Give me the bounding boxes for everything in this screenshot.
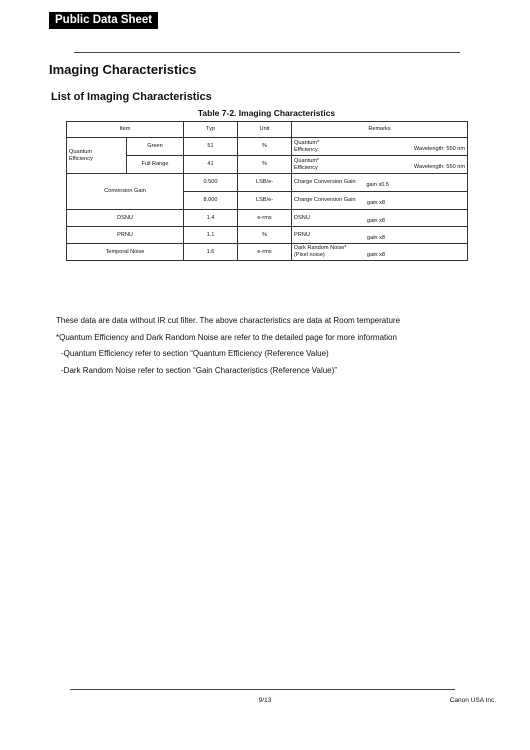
section-title: Imaging Characteristics [49,62,197,77]
header-unit: Unit [238,122,292,138]
dsnu-item: DSNU [67,210,184,227]
remark-gain: gain x8 [366,200,386,206]
qe-green-unit: % [238,138,292,156]
dsnu-typ: 1.4 [184,210,238,227]
qe-full-label: Full Range [127,156,184,174]
remark-gain: gain x8 [366,235,386,241]
qe-full-typ: 41 [184,156,238,174]
remark-gain: gain x8 [366,218,386,224]
note-line: -Quantum Efficiency refer to section “Quantum Efficiency (Reference Value) [61,349,329,358]
prnu-item: PRNU [67,227,184,244]
remark-line1: DSNU [294,214,310,221]
temporal-noise-unit: e-rms [238,244,292,261]
temporal-noise-typ: 1.6 [184,244,238,261]
qe-item-label: Quantum Efficiency [69,148,93,162]
qe-green-label: Green [127,138,184,156]
qe-full-remarks [292,156,468,174]
remark-gain: gain x0.5 [366,182,390,188]
remark-wavelength: Wavelength: 550 nm [413,164,466,170]
table-row-temporal-noise [67,244,468,261]
dsnu-unit: e-rms [238,210,292,227]
page-number: 9/13 [258,697,272,704]
dsnu-remarks [292,210,468,227]
header-divider [74,52,460,53]
qe-green-remarks [292,138,468,156]
subsection-title: List of Imaging Characteristics [51,91,212,103]
prnu-remarks [292,227,468,244]
remark-line1: PRNU [294,231,310,238]
remark-line1: Quantum* [294,157,320,164]
remark-line2: Efficiency [294,146,318,153]
remark-wavelength: Wavelength: 550 nm [413,146,466,152]
header-typ: Typ [184,122,238,138]
note-line: -Dark Random Noise refer to section “Gain Characteristics (Reference Value)” [61,365,337,375]
footer-divider [70,689,455,690]
prnu-typ: 1.1 [184,227,238,244]
temporal-noise-remarks [292,244,468,261]
company-name: Canon USA Inc. [449,697,496,704]
table-header-row [67,122,468,138]
conv-gain-remarks-1 [292,174,468,192]
table-row-conv-gain-1 [67,174,468,192]
note-line: These data are data without IR cut filter. The above characteristics are data at Room temperature [56,316,401,325]
remark-line2: (Pixel noise) [294,252,325,258]
conv-gain-remarks-2 [292,192,468,210]
document-type-badge: Public Data Sheet [49,12,158,29]
temporal-noise-item: Temporal Noise [67,244,184,261]
table-row-prnu [67,227,468,244]
conv-gain-unit-2: LSB/e- [238,192,292,210]
prnu-unit: % [238,227,292,244]
imaging-characteristics-table [66,121,468,261]
qe-item-cell [67,138,127,174]
remark-line1: Dark Random Noise* [294,245,347,251]
conv-gain-typ-2: 8.000 [184,192,238,210]
qe-green-typ: 51 [184,138,238,156]
table-row-dsnu [67,210,468,227]
table-row-qe-green [67,138,468,156]
table-row-qe-full [67,156,468,174]
remark-line2: Efficiency [294,164,318,171]
notes-block [56,313,400,379]
header-item: Item [67,122,184,138]
remark-line1: Quantum* [294,139,320,146]
conv-gain-item: Conversion Gain [67,174,184,210]
conv-gain-unit-1: LSB/e- [238,174,292,192]
header-remarks: Remarks [292,122,468,138]
remark-line1: Charge Conversion Gain [294,197,356,203]
conv-gain-typ-1: 0.500 [184,174,238,192]
qe-full-unit: % [238,156,292,174]
remark-line1: Charge Conversion Gain [294,179,356,185]
remark-gain: gain x8 [366,252,386,258]
note-line: *Quantum Efficiency and Dark Random Noise are refer to the detailed page for more information [56,332,397,342]
table-caption: Table 7-2. Imaging Characteristics [197,108,336,118]
